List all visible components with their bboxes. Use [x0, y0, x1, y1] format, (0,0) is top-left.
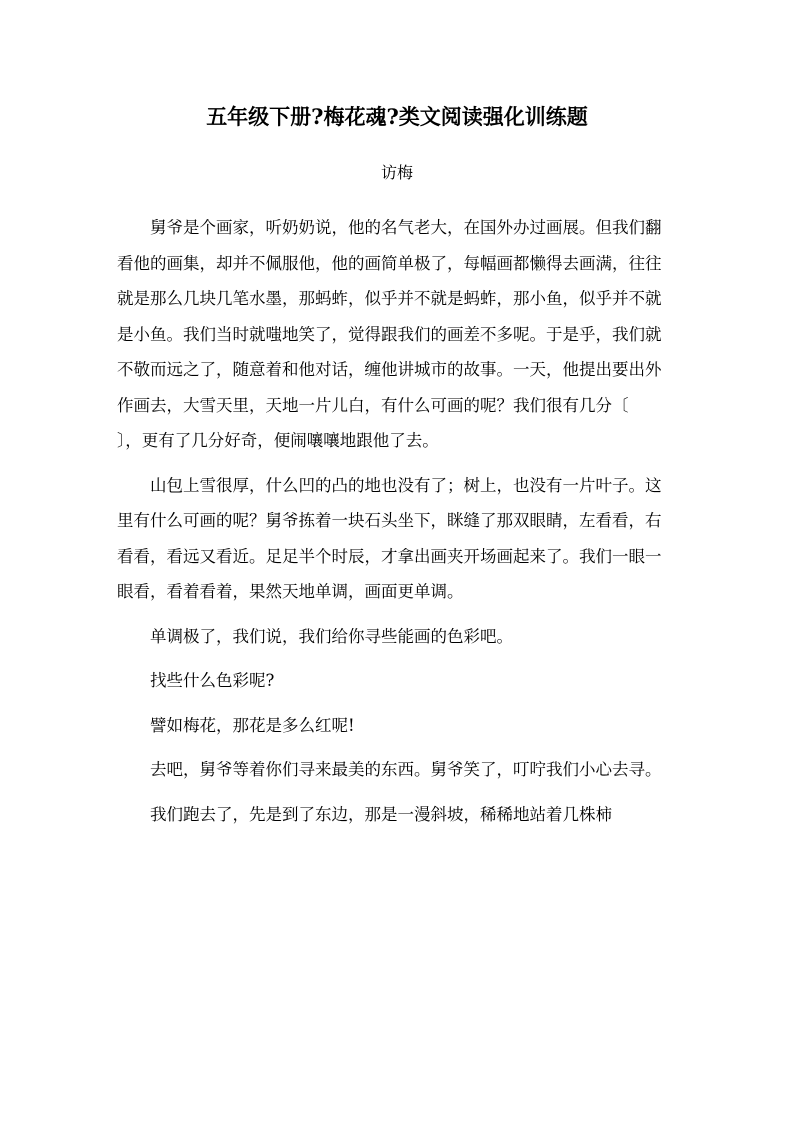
paragraph-1: 舅爷是个画家，听奶奶说，他的名气老大，在国外办过画展。但我们翻看他的画集，却并不佩服他，他的画简单极了，每幅画都懒得去画满，往往就是那么几块几笔水墨，那蚂蚱，似乎并不就是蚂蚱，那小鱼，似乎并不就是小鱼。我们当时就嗤地笑了，觉得跟我们的画差不多呢。于是乎，我们就不敬而远之了，随意着和他对话，缠他讲城市的故事。一天，他提出要出外作画去，大雪天里，天地一片儿白，有什么可画的呢？我们很有几分〔 〕，更有了几分好奇，便闹嚷嚷地跟他了去。: [117, 218, 678, 450]
article-title: 访梅: [380, 163, 413, 182]
paragraph-7: 我们跑去了，先是到了东边，那是一漫斜坡，稀稀地站着几株柿: [150, 804, 612, 824]
paragraph-3: 单调极了，我们说，我们给你寻些能画的色彩吧。: [150, 626, 513, 646]
article-body: [117, 210, 677, 832]
paragraph-5: 譬如梅花，那花是多么红呢!: [150, 715, 355, 735]
paragraph-4: 找些什么色彩呢?: [150, 671, 275, 690]
paragraph-6: 去吧，舅爷等着你们寻来最美的东西。舅爷笑了，叮咛我们小心去寻。: [150, 760, 662, 779]
paragraph-2: 山包上雪很厚，什么凹的凸的地也没有了；树上，也没有一片叶子。这里有什么可画的呢？舅爷拣着一块石头坐下，眯缝了那双眼睛，左看看，右看看，看远又看近。足足半个时辰，才拿出画夹开场画起来了。我们一眼一眼看，看着看着，果然天地单调，画面更单调。: [117, 475, 662, 601]
document-title: 五年级下册?梅花魂?类文阅读强化训练题: [206, 104, 588, 129]
